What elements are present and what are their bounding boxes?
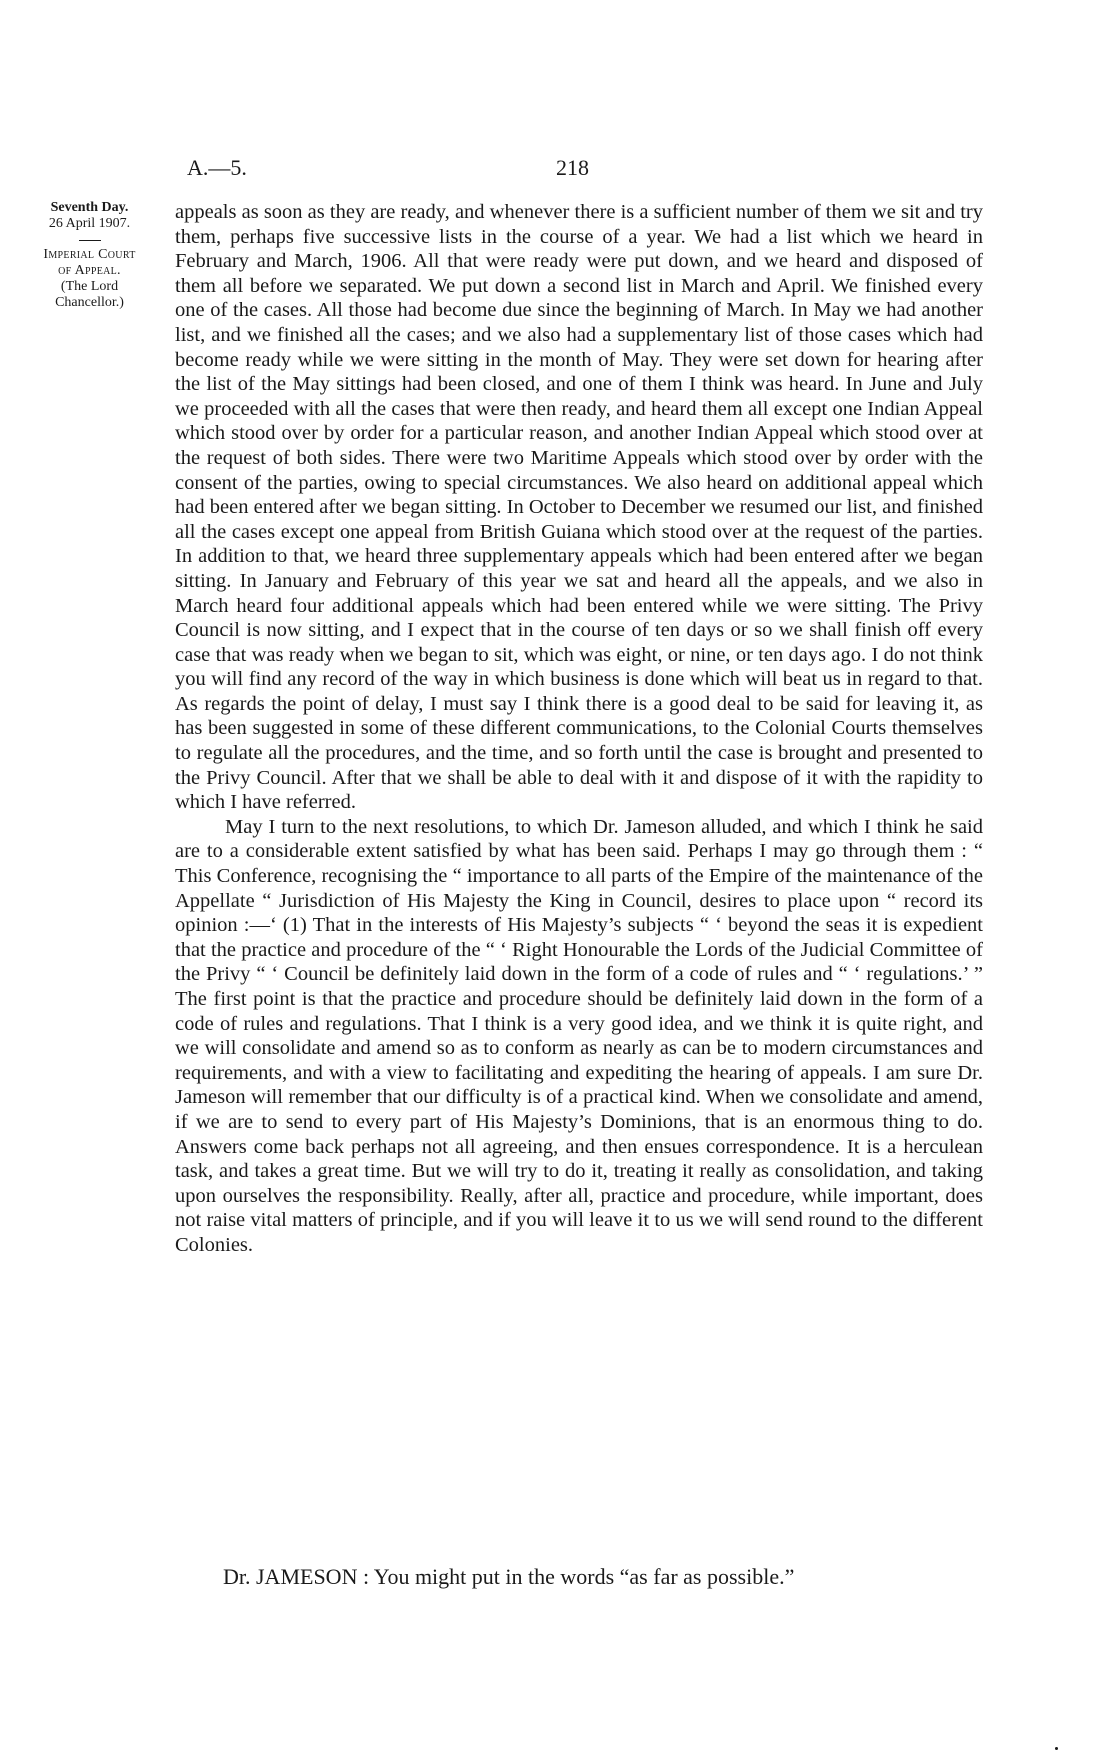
document-reference: A.—5. xyxy=(187,155,247,180)
margin-court-line1: Imperial Court xyxy=(43,247,136,262)
paragraph-2: May I turn to the next resolutions, to which Dr. Jameson alluded, and which I think he said are to a considerable extent satisfied by what has been said. Perhaps I may go through them : “ This Conference, recognising the “ importance to all parts of the Empire of the maintenance of the Appellate “ Jurisdiction of His Majesty the King in Council, desires to place upon “ record its opinion :—‘ (1) That in the interests of His Majesty’s subjects “ ‘ beyond the seas it is expedient that the practice and procedure of the “ ‘ Right Honourable the Lords of the Judicial Committee of the Privy “ ‘ Council be definitely laid down in the form of a code of rules and “ ‘ regulations.’ ” The first point is that the practice and procedure should be definitely laid down in the form of a code of rules and regulations. That I think is a very good idea, and we think it is quite right, and we will consolidate and amend so as to conform as nearly as can be to modern circumstances and requirements, and with a view to facilitating and expediting the hearing of appeals. I am sure Dr. Jameson will remember that our difficulty is of a practical kind. When we consolidate and amend, if we are to send to every part of His Majesty’s Dominions, that is an enormous thing to do. Answers come back perhaps not all agreeing, and then ensues correspondence. It is a herculean task, and takes a great time. But we will try to do it, treating it really as consolidation, and taking upon ourselves the responsibility. Really, after all, practice and procedure, while important, does not raise vital matters of principle, and if you will leave it to us we will send round to the different Colonies. xyxy=(175,815,983,1256)
margin-divider xyxy=(79,240,101,241)
margin-speaker-line2: Chancellor.) xyxy=(55,295,124,310)
jameson-reply: Dr. JAMESON : You might put in the words “as far as possible.” xyxy=(223,1564,795,1589)
body-text xyxy=(175,200,983,1258)
paragraph-1: appeals as soon as they are ready, and whenever there is a sufficient number of them we sit and try them, perhaps five successive lists in the course of a year. We had a list which we heard in February and March, 1906. All that were ready were put down, and we heard and disposed of them all before we separated. We put down a second list in March and April. We finished every one of the cases. All those had become due since the beginning of March. In May we had another list, and we finished all the cases; and we also had a supplementary list of those cases which had become ready while we were sitting in the month of May. They were set down for hearing after the list of the May sittings had been closed, and one of them I think was heard. In June and July we proceeded with all the cases that were then ready, and heard them all except one Indian Appeal which stood over by order for a particular reason, and another Indian Appeal which stood over at the request of both sides. There were two Maritime Appeals which stood over by order with the consent of the parties, owing to special circumstances. We also heard on additional appeal which had been entered after we began sitting. In October to December we resumed our list, and finished all the cases except one appeal from British Guiana which stood over at the request of the parties. In addition to that, we heard three supplementary appeals which had been entered after we began sitting. In January and February of this year we sat and heard all the appeals, and we also in March heard four additional appeals which had been entered while we were sitting. The Privy Council is now sitting, and I expect that in the course of ten days or so we shall finish off every case that was ready when we began to sit, which was eight, or nine, or ten days ago. I do not think you will find any record of the way in which business is done which will beat us in regard to that. As regards the point of delay, I must say I think there is a good deal to be said for leaving it, as has been suggested in some of these different communications, to the Colonial Courts themselves to regulate all the procedures, and the time, and so forth until the case is brought and presented to the Privy Council. After that we shall be able to deal with it and dispose of it with the rapidity to which I have referred. xyxy=(175,201,983,814)
scan-speck xyxy=(1055,1747,1058,1750)
margin-court-line2: of Appeal. xyxy=(58,263,121,278)
page-number: 218 xyxy=(556,155,589,180)
margin-day: Seventh Day. xyxy=(50,200,129,215)
margin-date: 26 April 1907. xyxy=(48,216,131,231)
margin-note xyxy=(22,200,157,311)
margin-speaker-line1: (The Lord xyxy=(60,279,119,294)
